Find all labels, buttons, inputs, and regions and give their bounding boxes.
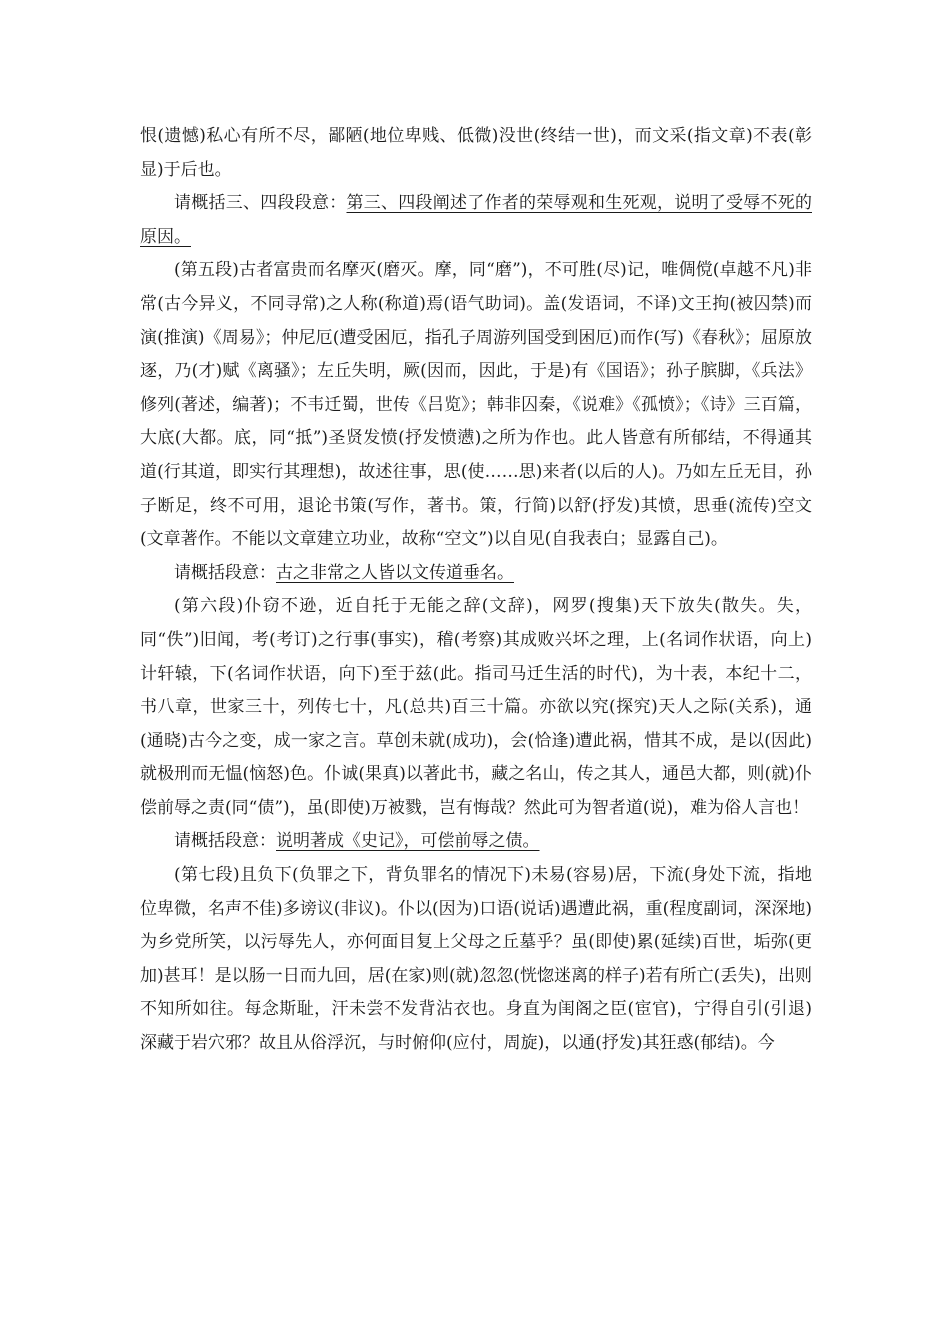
summary-answer: 古之非常之人皆以文传道垂名。: [276, 562, 514, 583]
paragraph-continuation: 恨(遗憾)私心有所不尽，鄙陋(地位卑贱、低微)没世(终结一世)，而文采(指文章)不表(彰显)于后也。: [140, 126, 812, 180]
paragraph-section-5: (第五段)古者富贵而名摩灭(磨灭。摩，同“磨”)，不可胜(尽)记，唯倜傥(卓越不凡)非常(古今异义，不同寻常)之人称(称道)焉(语气助词)。盖(发语词，不译)文王拘(被囚禁)而演(推演)《周易》；仲尼厄(遭受困厄，指孔子周游列国受到困厄)而作(写)《春秋》；屈原放逐，乃(才)赋《离骚》；左丘失明，厥(因而，因此，于是)有《国语》；孙子膑脚，《兵法》修列(著述，编著)；不韦迁蜀，世传《吕览》；韩非囚秦，《说难》《孤愤》；《诗》三百篇，大底(大都。底，同“抵”)圣贤发愤(抒发愤懑)之所为作也。此人皆意有所郁结，不得通其道(行其道，即实行其理想)，故述往事，思(使……思)来者(以后的人)。乃如左丘无目，孙子断足，终不可用，退论书策(写作，著书。策，行简)以舒(抒发)其愤，思垂(流传)空文(文章著作。不能以文章建立功业，故称“空文”)以自见(自我表白；显露自己)。: [140, 260, 812, 550]
summary-answer: 第三、四段阐述了作者的荣辱观和生死观，说明了受辱不死的原因。: [140, 193, 812, 247]
summary-label: 请概括三、四段段意：: [174, 193, 347, 214]
summary-paragraph-3-4: [140, 187, 812, 254]
summary-label: 请概括段意：: [174, 562, 276, 583]
summary-answer: 说明著成《史记》，可偿前辱之债。: [276, 831, 540, 852]
paragraph-section-7: (第七段)且负下(负罪之下，背负罪名的情况下)未易(容易)居，下流(身处下流，指地位卑微，名声不佳)多谤议(非议)。仆以(因为)口语(说话)遇遭此祸，重(程度副词，深深地)为乡党所笑，以污辱先人，亦何面目复上父母之丘墓乎？虽(即使)累(延续)百世，垢弥(更加)甚耳！是以肠一日而九回，居(在家)则(就)忽忽(恍惚迷离的样子)若有所亡(丢失)，出则不知所如往。每念斯耻，汗未尝不发背沾衣也。身直为闺阁之臣(宦官)，宁得自引(引退)深藏于岩穴邪？故且从俗浮沉，与时俯仰(应付，周旋)，以通(抒发)其狂惑(郁结)。今: [140, 865, 812, 1054]
summary-label: 请概括段意：: [174, 831, 276, 852]
summary-paragraph-5: [140, 557, 812, 591]
paragraph-section-6: (第六段)仆窃不逊，近自托于无能之辞(文辞)，网罗(搜集)天下放失(散失。失，同“佚”)旧闻，考(考订)之行事(事实)，稽(考察)其成败兴坏之理，上(名词作状语，向上)计轩辕，下(名词作状语，向下)至于兹(此。指司马迁生活的时代)，为十表，本纪十二，书八章，世家三十，列传七十，凡(总共)百三十篇。亦欲以究(探究)天人之际(关系)，通(通晓)古今之变，成一家之言。草创未就(成功)，会(恰逢)遭此祸，惜其不成，是以(因此)就极刑而无愠(恼怒)色。仆诚(果真)以著此书，藏之名山，传之其人，通邑大都，则(就)仆偿前辱之责(同“债”)，虽(即使)万被戮，岂有悔哉？然此可为智者道(说)，难为俗人言也！: [140, 596, 812, 818]
summary-paragraph-6: [140, 825, 812, 859]
document-page: [140, 120, 812, 1061]
